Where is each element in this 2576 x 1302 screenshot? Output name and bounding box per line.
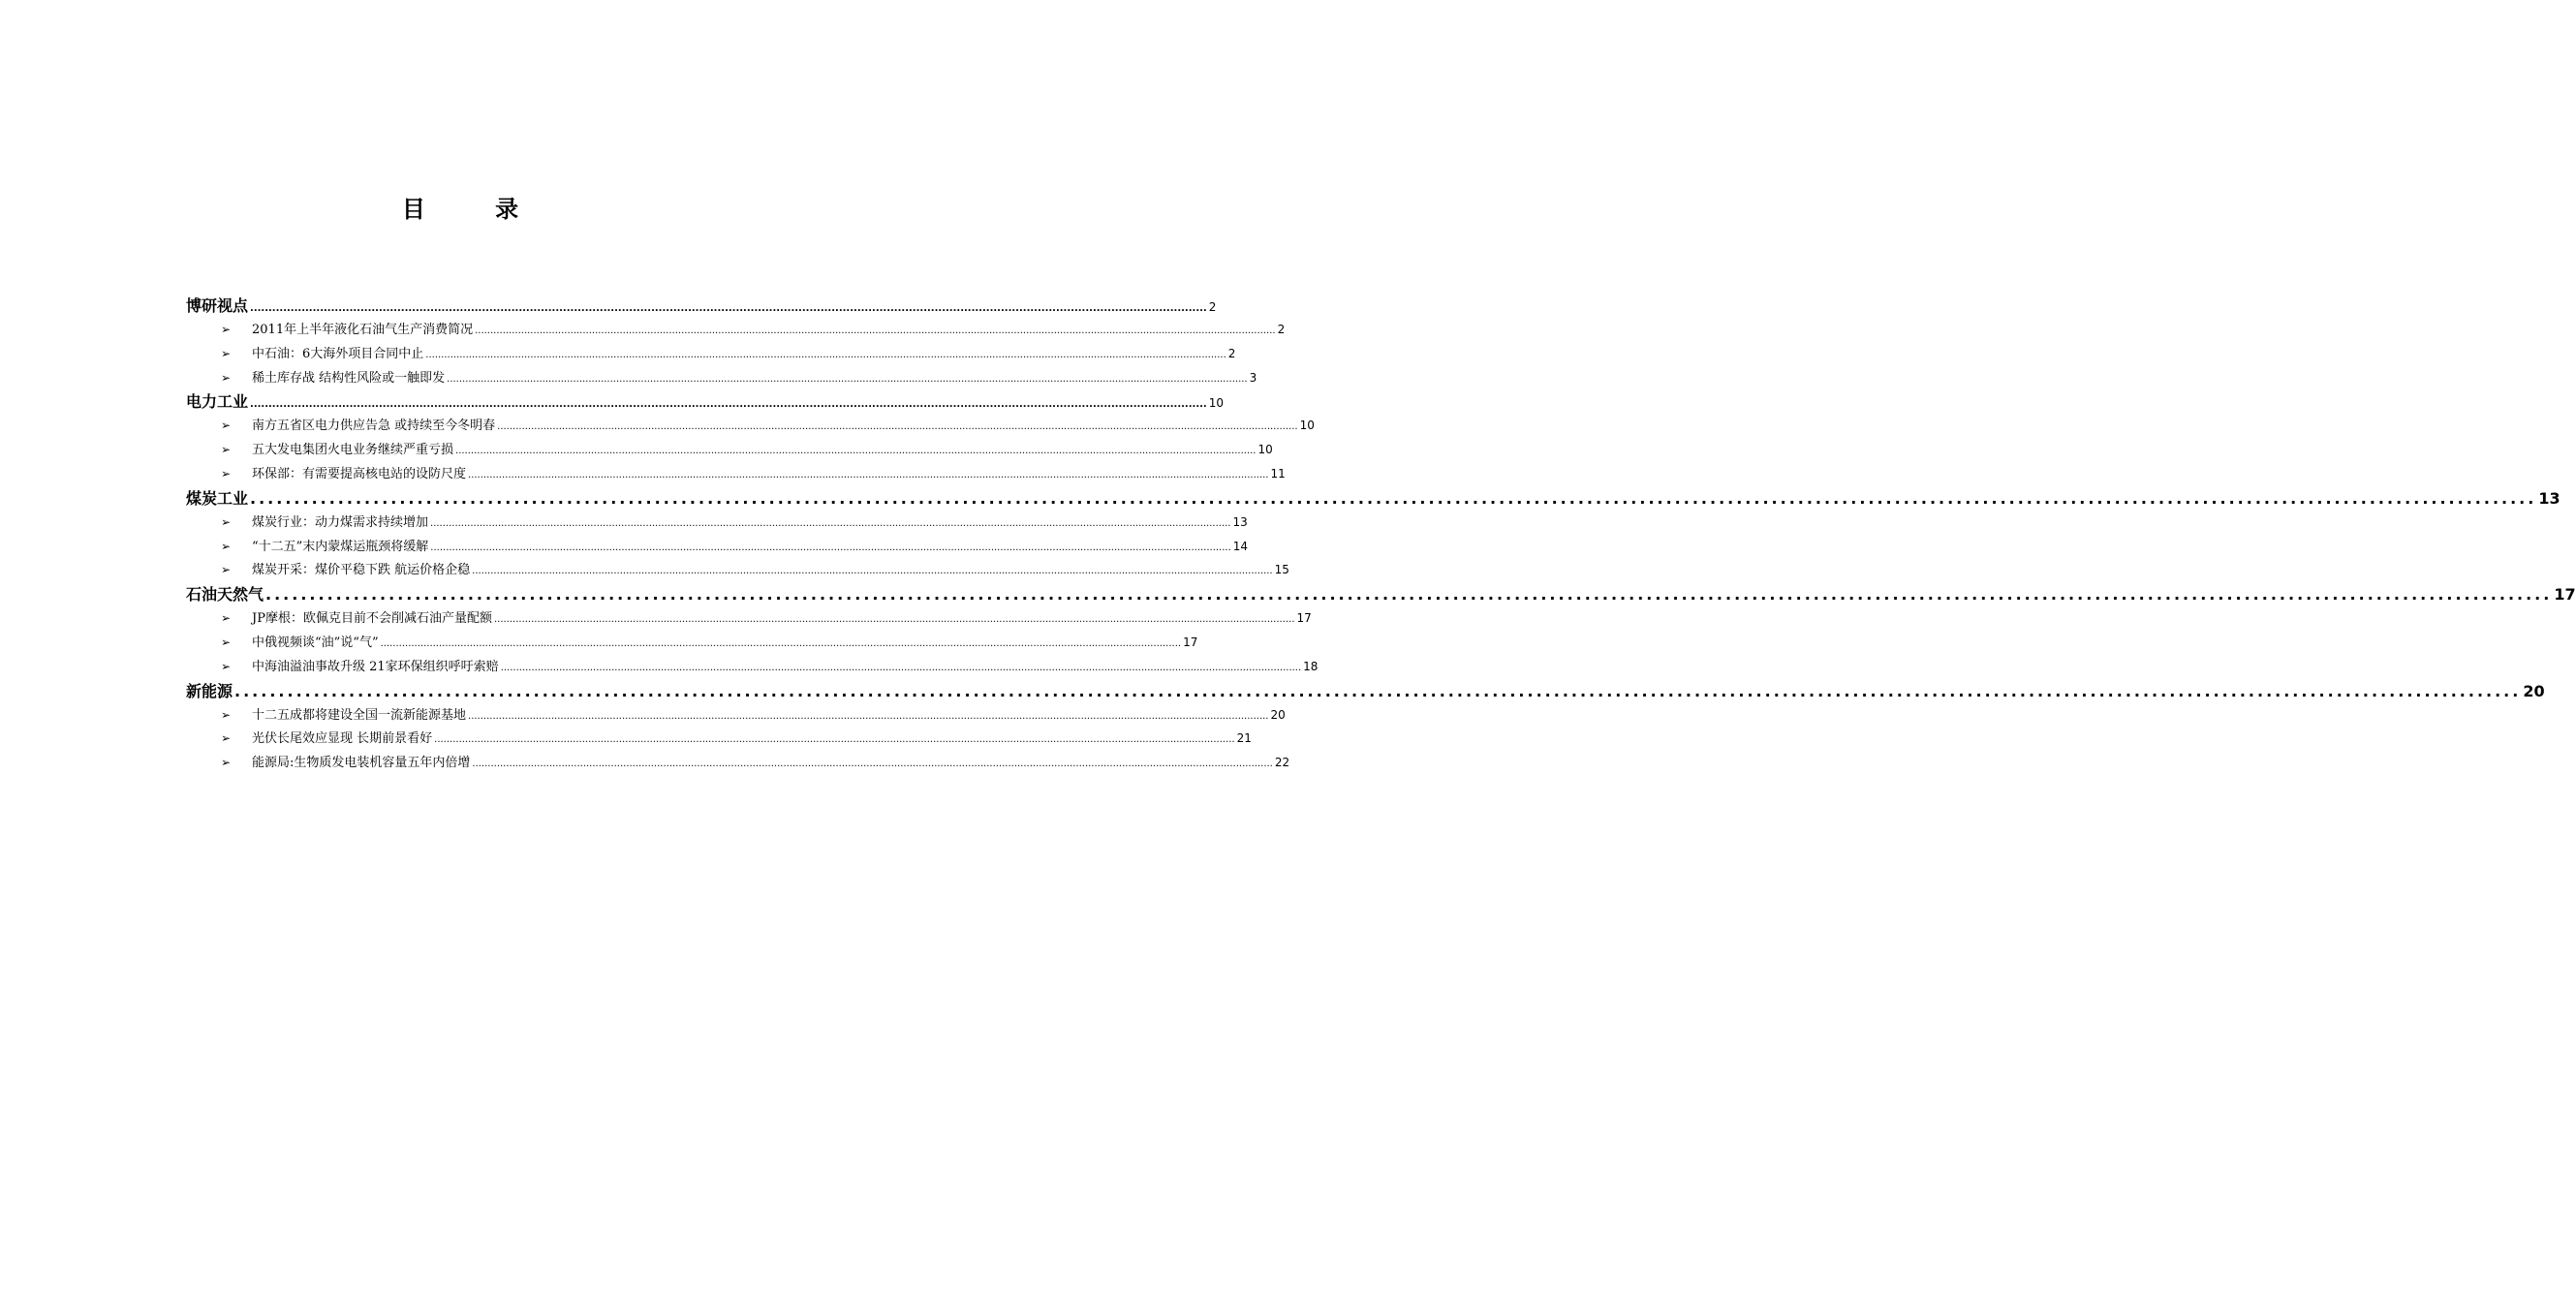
toc-entry-text: 煤炭开采：煤价平稳下跌 航运价格企稳 <box>252 563 471 578</box>
toc-page-number: 3 <box>1249 370 1257 385</box>
toc-page-number: 11 <box>1270 466 1286 480</box>
toc-section-title: 博研视点 <box>186 296 249 315</box>
arrow-bullet-icon: ➢ <box>221 514 232 529</box>
toc-page-number: 10 <box>1299 418 1315 433</box>
toc-leader: .................................................................................................................................................................................................................................................................... <box>434 734 1235 746</box>
toc-page-number: 18 <box>1303 659 1319 673</box>
toc-section-title: 石油天然气 <box>186 585 264 604</box>
page-title: 目 录 <box>401 196 550 223</box>
table-of-contents <box>186 294 2576 775</box>
arrow-bullet-icon: ➢ <box>221 635 232 649</box>
toc-page-number: 17 <box>2554 585 2576 604</box>
toc-page-number: 10 <box>1257 443 1273 457</box>
toc-entry-text: 五大发电集团火电业务继续严重亏损 <box>252 443 454 458</box>
toc-section-title: 煤炭工业 <box>186 488 249 508</box>
arrow-bullet-icon: ➢ <box>221 539 232 553</box>
toc-entry-text: 煤炭行业：动力煤需求持续增加 <box>252 514 429 530</box>
toc-entry-text: 中俄视频谈“油”说“气” <box>252 635 379 650</box>
toc-page-number: 2 <box>1227 346 1236 360</box>
toc-entry[interactable] <box>186 511 1248 535</box>
toc-entry-text: 稀土库存战 结构性风险或一触即发 <box>252 370 446 386</box>
toc-page-number: 17 <box>1183 635 1198 649</box>
arrow-bullet-icon: ➢ <box>221 466 232 480</box>
toc-section-heading[interactable] <box>186 389 1224 414</box>
arrow-bullet-icon: ➢ <box>221 756 232 770</box>
toc-entry[interactable] <box>186 655 1319 679</box>
toc-entry[interactable] <box>186 366 1257 390</box>
arrow-bullet-icon: ➢ <box>221 323 232 336</box>
toc-leader: .................................................................................................................................................................................................................................................................... <box>475 326 1276 336</box>
toc-entry-text: 光伏长尾效应显现 长期前景看好 <box>252 731 433 747</box>
toc-page-number: 2 <box>1277 323 1286 336</box>
arrow-bullet-icon: ➢ <box>221 443 232 457</box>
toc-leader: .................................................................................................................................................................................................................................................................... <box>234 681 2522 700</box>
arrow-bullet-icon: ➢ <box>221 707 232 722</box>
toc-entry-text: JP摩根：欧佩克目前不会削减石油产量配额 <box>252 611 492 627</box>
toc-leader: .................................................................................................................................................................................................................................................................... <box>250 488 2537 508</box>
toc-entry-text: 能源局:生物质发电装机容量五年内倍增 <box>252 756 471 771</box>
toc-entry[interactable] <box>186 703 1286 728</box>
toc-leader: .................................................................................................................................................................................................................................................................... <box>425 349 1226 360</box>
toc-page-number: 17 <box>1296 611 1312 626</box>
toc-entry[interactable] <box>186 727 1252 751</box>
toc-entry-text: 十二五成都将建设全国一流新能源基地 <box>252 707 467 723</box>
toc-page-number: 21 <box>1236 731 1252 746</box>
toc-leader: .................................................................................................................................................................................................................................................................... <box>468 469 1269 480</box>
arrow-bullet-icon: ➢ <box>221 370 232 385</box>
toc-entry[interactable] <box>186 535 1249 559</box>
toc-entry[interactable] <box>186 462 1286 486</box>
toc-leader: .................................................................................................................................................................................................................................................................... <box>250 303 1207 314</box>
toc-page-number: 13 <box>2538 488 2560 508</box>
arrow-bullet-icon: ➢ <box>221 563 232 577</box>
toc-section-heading[interactable] <box>186 679 2545 703</box>
toc-entry-text: 2011年上半年液化石油气生产消费简况 <box>252 323 474 337</box>
toc-leader: .................................................................................................................................................................................................................................................................... <box>500 662 1302 673</box>
toc-page-number: 13 <box>1232 514 1248 529</box>
toc-entry[interactable] <box>186 606 1312 631</box>
toc-leader: .................................................................................................................................................................................................................................................................... <box>472 759 1273 770</box>
toc-entry[interactable] <box>186 342 1236 366</box>
toc-leader: .................................................................................................................................................................................................................................................................... <box>455 446 1257 457</box>
toc-entry-text: 南方五省区电力供应告急 或持续至今冬明春 <box>252 418 496 434</box>
toc-entry-text: “十二五”末内蒙煤运瓶颈将缓解 <box>252 539 429 554</box>
toc-page-number: 20 <box>1270 707 1286 722</box>
toc-entry[interactable] <box>186 751 1290 775</box>
toc-entry[interactable] <box>186 414 1315 438</box>
arrow-bullet-icon: ➢ <box>221 346 232 360</box>
toc-entry[interactable] <box>186 558 1289 582</box>
toc-leader: .................................................................................................................................................................................................................................................................... <box>447 373 1248 385</box>
toc-section-title: 电力工业 <box>186 392 249 412</box>
toc-leader: .................................................................................................................................................................................................................................................................... <box>493 614 1295 626</box>
toc-entry[interactable] <box>186 631 1198 655</box>
toc-leader: .................................................................................................................................................................................................................................................................... <box>497 421 1298 433</box>
arrow-bullet-icon: ➢ <box>221 611 232 626</box>
toc-page-number: 20 <box>2523 681 2545 700</box>
toc-section-heading[interactable] <box>186 486 2560 511</box>
toc-leader: .................................................................................................................................................................................................................................................................... <box>468 710 1269 722</box>
toc-leader: .................................................................................................................................................................................................................................................................... <box>250 399 1207 411</box>
toc-page-number: 14 <box>1232 539 1249 553</box>
arrow-bullet-icon: ➢ <box>221 418 232 433</box>
toc-leader: .................................................................................................................................................................................................................................................................... <box>380 637 1182 649</box>
toc-section-heading[interactable] <box>186 294 1217 318</box>
toc-page-number: 15 <box>1274 563 1289 577</box>
toc-section-heading[interactable] <box>186 582 2576 606</box>
toc-page-number: 22 <box>1274 756 1290 770</box>
toc-page-number: 10 <box>1208 396 1224 411</box>
toc-leader: .................................................................................................................................................................................................................................................................... <box>430 542 1231 553</box>
toc-entry-text: 环保部：有需要提高核电站的设防尺度 <box>252 466 467 481</box>
toc-leader: .................................................................................................................................................................................................................................................................... <box>472 566 1273 577</box>
toc-entry-text: 中海油溢油事故升级 21家环保组织呼吁索赔 <box>252 659 499 674</box>
toc-section-title: 新能源 <box>186 681 233 700</box>
toc-entry[interactable] <box>186 438 1273 462</box>
toc-leader: .................................................................................................................................................................................................................................................................... <box>430 517 1231 529</box>
arrow-bullet-icon: ➢ <box>221 731 232 746</box>
toc-entry[interactable] <box>186 318 1286 342</box>
toc-leader: .................................................................................................................................................................................................................................................................... <box>265 585 2553 604</box>
arrow-bullet-icon: ➢ <box>221 659 232 673</box>
toc-page-number: 2 <box>1208 300 1217 314</box>
toc-entry-text: 中石油：6大海外项目合同中止 <box>252 346 424 361</box>
